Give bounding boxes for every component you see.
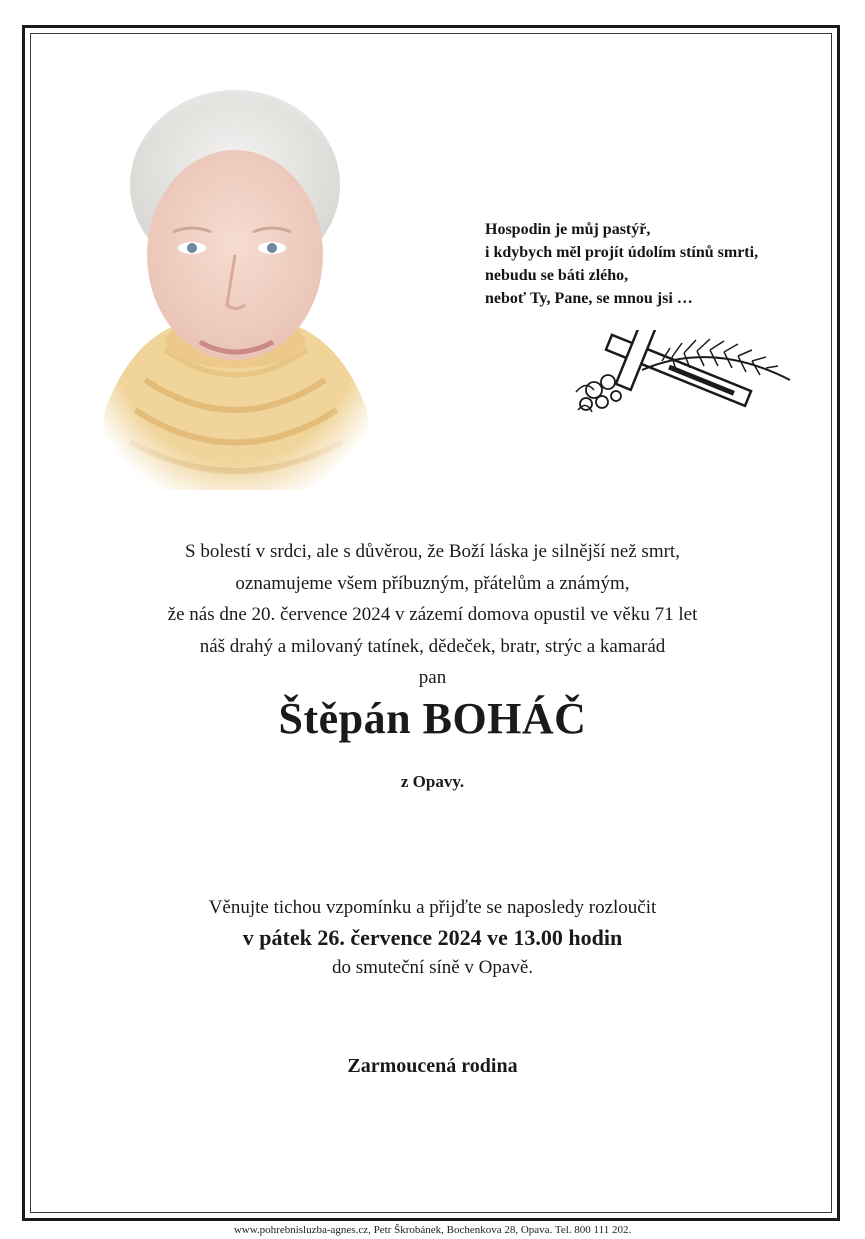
ceremony-invite-line: Věnujte tichou vzpomínku a přijďte se naposledy rozloučit (208, 897, 657, 918)
announcement-line: oznamujeme všem příbuzným, přátelům a známým, (235, 572, 630, 594)
announcement-line: náš drahý a milovaný tatínek, dědeček, bratr, strýc a kamarád (199, 635, 666, 657)
deceased-name: Štěpán BOHÁČ (278, 694, 587, 743)
announcement-line: S bolestí v srdci, ale s důvěrou, že Boží láska je silnější než smrt, (185, 541, 680, 562)
announcement-line: pan (418, 667, 447, 688)
ceremony-date: v pátek 26. července 2024 ve 13.00 hodin (242, 925, 623, 950)
psalm-verse (485, 218, 815, 310)
announcement-text (0, 536, 865, 694)
deceased-origin: z Opavy. (400, 772, 465, 791)
ceremony-place: do smuteční síně v Opavě. (331, 957, 534, 978)
ceremony-invitation (0, 893, 865, 983)
cross-with-palm-icon (572, 330, 792, 420)
psalm-line: nebudu se báti zlého, (485, 267, 629, 284)
psalm-line: Hospodin je můj pastýř, (485, 221, 651, 238)
psalm-line: i kdybych měl projít údolím stínů smrti, (485, 244, 759, 261)
announcement-line: že nás dne 20. července 2024 v zázemí domova opustil ve věku 71 let (167, 604, 698, 625)
psalm-line: neboť Ty, Pane, se mnou jsi … (485, 290, 693, 307)
footer-contact: www.pohrebnisluzba-agnes.cz, Petr Škrobánek, Bochenkova 28, Opava. Tel. 800 111 202. (233, 1224, 632, 1236)
signature: Zarmoucená rodina (347, 1055, 518, 1077)
portrait-photo (75, 80, 395, 500)
